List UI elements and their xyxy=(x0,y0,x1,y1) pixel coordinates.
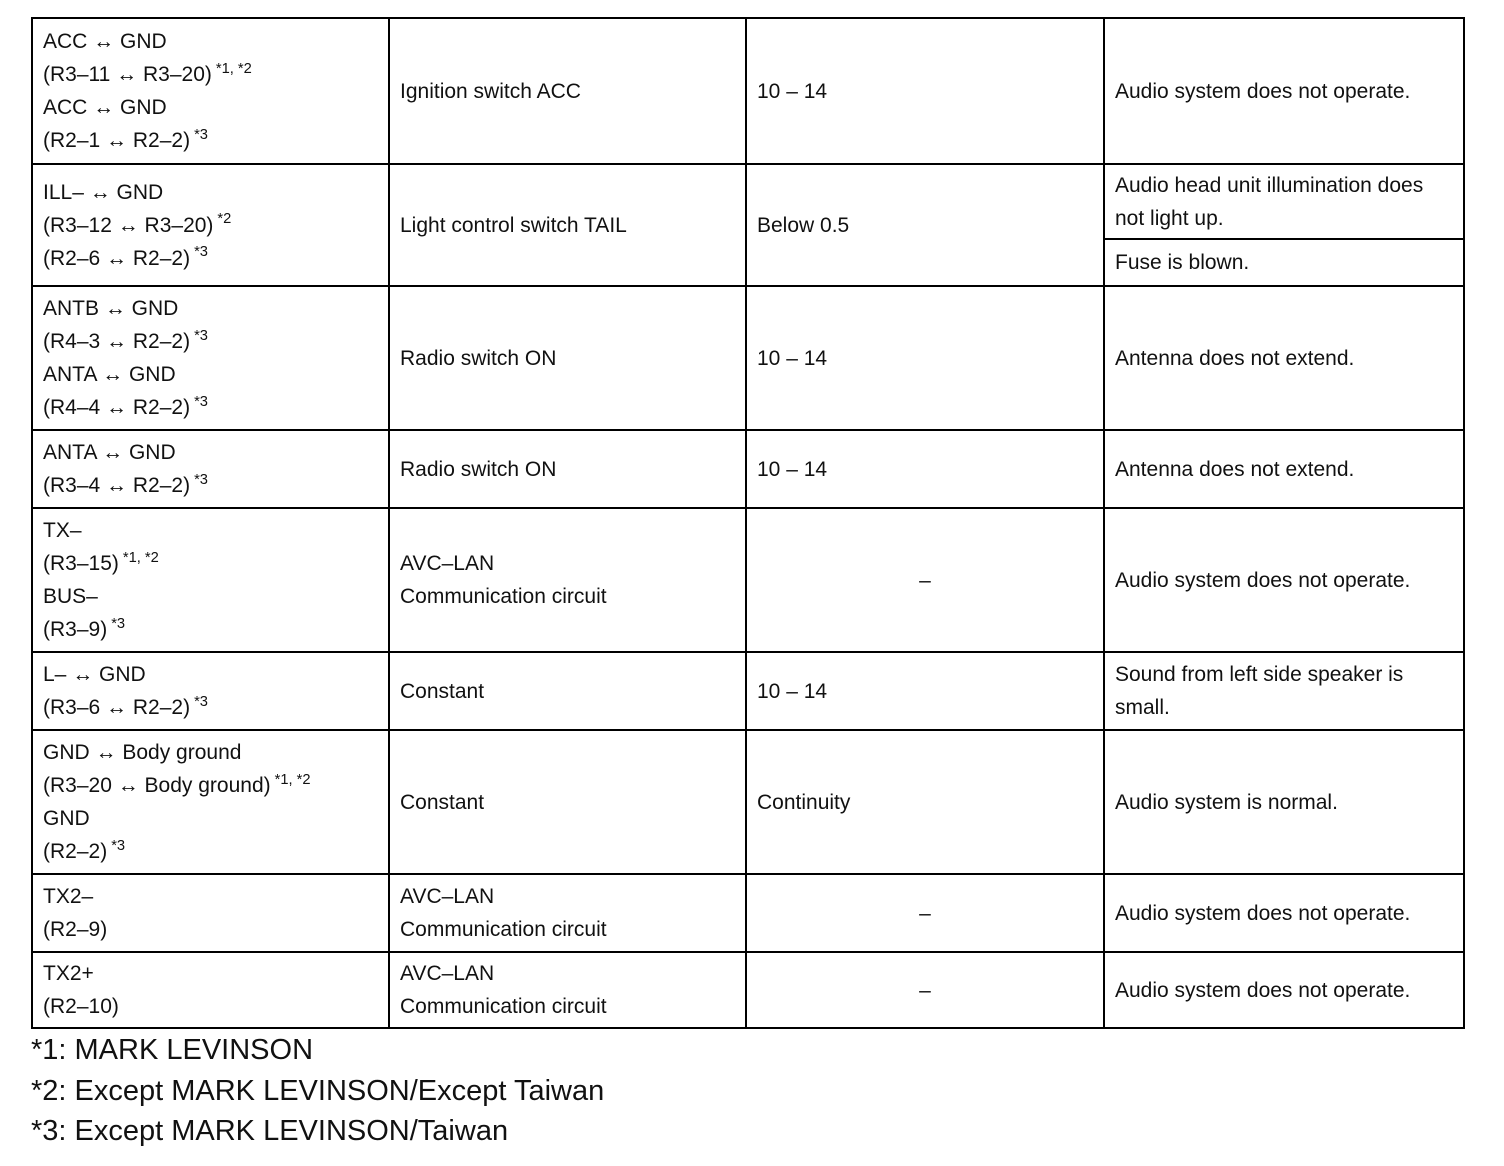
terminal-line xyxy=(43,469,378,502)
terminal-text: L– ↔ GND xyxy=(43,663,146,686)
condition-line: Light control switch TAIL xyxy=(400,213,627,237)
symptom-cell: Audio system does not operate. xyxy=(1104,874,1464,952)
condition-line: Constant xyxy=(400,790,485,814)
symptom-item: Audio head unit illumination does not light up. xyxy=(1105,165,1463,240)
terminal-line xyxy=(43,124,378,157)
specified-cell: Below 0.5 xyxy=(746,164,1104,286)
terminal-text: ACC ↔ GND xyxy=(43,96,167,119)
terminal-line xyxy=(43,691,378,724)
condition-line: AVC–LAN xyxy=(400,962,495,985)
terminal-line xyxy=(43,547,378,580)
terminal-text: (R2–2) xyxy=(43,840,108,863)
symptom-cell: Antenna does not extend. xyxy=(1104,286,1464,430)
terminal-cell xyxy=(32,430,389,508)
terminal-cell xyxy=(32,952,389,1028)
specified-cell: – xyxy=(746,508,1104,652)
terminal-text: BUS– xyxy=(43,585,98,608)
terminal-text: ANTB ↔ GND xyxy=(43,297,179,320)
terminal-text: ANTA ↔ GND xyxy=(43,441,176,464)
terminal-line xyxy=(43,358,378,391)
terminal-line xyxy=(43,325,378,358)
terminal-line xyxy=(43,514,378,547)
table-row xyxy=(32,652,1464,730)
condition-line: AVC–LAN xyxy=(400,552,495,575)
terminal-line xyxy=(43,25,378,58)
condition-line: Radio switch ON xyxy=(400,457,557,481)
condition-cell xyxy=(389,18,746,164)
footnote-3: *3: Except MARK LEVINSON/Taiwan xyxy=(31,1115,509,1147)
terminal-line xyxy=(43,913,378,946)
condition-cell xyxy=(389,164,746,286)
terminal-text: ACC ↔ GND xyxy=(43,30,167,53)
terminal-text: (R4–3 ↔ R2–2) xyxy=(43,330,191,353)
terminal-line xyxy=(43,736,378,769)
condition-line: Radio switch ON xyxy=(400,346,557,370)
terminal-text: (R3–15) xyxy=(43,552,119,575)
symptom-cell xyxy=(1104,164,1464,286)
table-body xyxy=(32,18,1464,1028)
footnote-ref: *3 xyxy=(194,327,208,344)
table-row xyxy=(32,952,1464,1028)
terminal-cell xyxy=(32,508,389,652)
specified-cell: 10 – 14 xyxy=(746,430,1104,508)
table-row xyxy=(32,18,1464,164)
condition-line: Constant xyxy=(400,679,485,703)
footnote-2: *2: Except MARK LEVINSON/Except Taiwan xyxy=(31,1074,605,1107)
terminal-text: (R4–4 ↔ R2–2) xyxy=(43,396,191,419)
symptom-cell: Audio system is normal. xyxy=(1104,730,1464,874)
condition-line: AVC–LAN xyxy=(400,885,495,908)
terminal-line xyxy=(43,990,378,1023)
terminal-cell xyxy=(32,874,389,952)
terminal-text: ILL– ↔ GND xyxy=(43,180,164,204)
terminal-line xyxy=(43,176,378,209)
terminal-line xyxy=(43,242,378,275)
terminal-line xyxy=(43,209,378,242)
terminal-text: (R3–11 ↔ R3–20) xyxy=(43,63,212,86)
terminal-text: (R2–10) xyxy=(43,995,119,1018)
terminal-line xyxy=(43,91,378,124)
condition-line: Communication circuit xyxy=(400,918,607,941)
footnote-ref: *1, *2 xyxy=(215,60,252,77)
terminal-line xyxy=(43,957,378,990)
terminal-line xyxy=(43,880,378,913)
terminal-text: (R3–20 ↔ Body ground) xyxy=(43,774,271,797)
terminal-cell xyxy=(32,164,389,286)
footnote-ref: *1, *2 xyxy=(274,771,311,788)
condition-cell xyxy=(389,652,746,730)
terminal-spec-table xyxy=(31,17,1465,1029)
footnote-ref: *3 xyxy=(194,244,208,261)
terminal-text: (R2–1 ↔ R2–2) xyxy=(43,129,191,152)
condition-cell xyxy=(389,952,746,1028)
specified-cell: – xyxy=(746,952,1104,1028)
symptom-cell: Audio system does not operate. xyxy=(1104,952,1464,1028)
terminal-text: (R3–4 ↔ R2–2) xyxy=(43,474,191,497)
condition-cell xyxy=(389,730,746,874)
table-row xyxy=(32,430,1464,508)
terminal-text: GND ↔ Body ground xyxy=(43,741,242,764)
terminal-text: (R3–9) xyxy=(43,618,108,641)
symptom-cell: Audio system does not operate. xyxy=(1104,18,1464,164)
specified-cell: 10 – 14 xyxy=(746,652,1104,730)
footnote-ref: *3 xyxy=(194,393,208,410)
footnote-ref: *3 xyxy=(194,693,208,710)
terminal-line xyxy=(43,292,378,325)
specified-cell: – xyxy=(746,874,1104,952)
terminal-text: ANTA ↔ GND xyxy=(43,363,176,386)
footnote-ref: *3 xyxy=(194,126,208,143)
footnote-ref: *2 xyxy=(217,211,232,228)
terminal-line xyxy=(43,769,378,802)
terminal-text: TX2+ xyxy=(43,962,94,985)
condition-cell xyxy=(389,430,746,508)
table-row xyxy=(32,730,1464,874)
specified-cell: 10 – 14 xyxy=(746,286,1104,430)
condition-line: Ignition switch ACC xyxy=(400,79,581,103)
terminal-text: GND xyxy=(43,807,90,830)
terminal-line xyxy=(43,613,378,646)
terminal-cell xyxy=(32,652,389,730)
terminal-line xyxy=(43,436,378,469)
terminal-line xyxy=(43,658,378,691)
footnote-ref: *3 xyxy=(194,471,208,488)
condition-line: Communication circuit xyxy=(400,995,607,1018)
terminal-cell xyxy=(32,286,389,430)
terminal-text: TX2– xyxy=(43,885,94,908)
specified-cell: Continuity xyxy=(746,730,1104,874)
condition-cell xyxy=(389,874,746,952)
footnote-ref: *1, *2 xyxy=(122,549,159,566)
terminal-text: (R2–9) xyxy=(43,918,108,941)
terminal-text: (R3–6 ↔ R2–2) xyxy=(43,696,191,719)
symptom-cell: Antenna does not extend. xyxy=(1104,430,1464,508)
condition-cell xyxy=(389,286,746,430)
table-row xyxy=(32,164,1464,286)
footnote-ref: *3 xyxy=(111,615,126,632)
terminal-line xyxy=(43,580,378,613)
terminal-line xyxy=(43,391,378,424)
terminal-text: TX– xyxy=(43,519,82,542)
footnotes xyxy=(31,1030,604,1152)
footnote-1: *1: MARK LEVINSON xyxy=(31,1034,314,1066)
symptom-cell: Sound from left side speaker is small. xyxy=(1104,652,1464,730)
terminal-text: (R2–6 ↔ R2–2) xyxy=(43,246,191,270)
terminal-line xyxy=(43,802,378,835)
footnote-ref: *3 xyxy=(111,837,126,854)
specified-cell: 10 – 14 xyxy=(746,18,1104,164)
terminal-cell xyxy=(32,18,389,164)
terminal-line xyxy=(43,58,378,91)
terminal-line xyxy=(43,835,378,868)
symptom-cell: Audio system does not operate. xyxy=(1104,508,1464,652)
symptom-item: Fuse is blown. xyxy=(1115,251,1250,274)
condition-cell xyxy=(389,508,746,652)
table-row xyxy=(32,286,1464,430)
table-row xyxy=(32,874,1464,952)
condition-line: Communication circuit xyxy=(400,585,607,608)
terminal-text: (R3–12 ↔ R3–20) xyxy=(43,213,214,237)
terminal-cell xyxy=(32,730,389,874)
table-row xyxy=(32,508,1464,652)
